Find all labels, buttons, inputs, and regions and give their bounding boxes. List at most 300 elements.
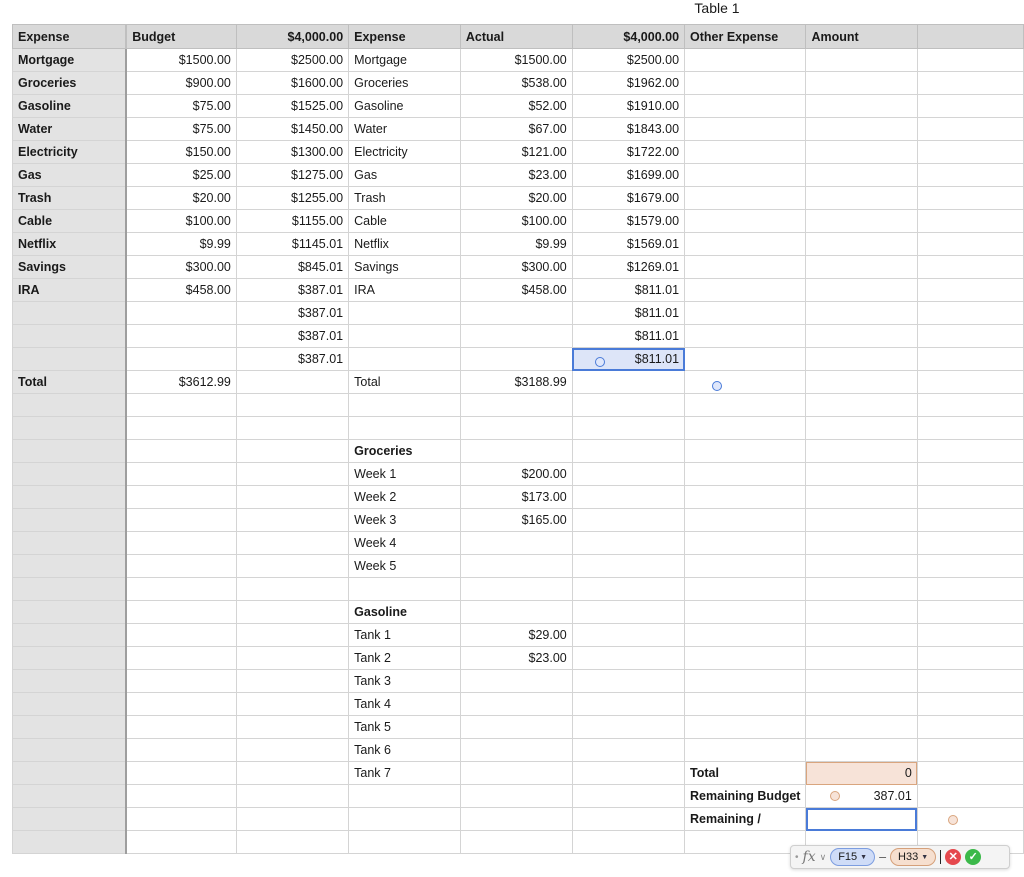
table-cell[interactable] <box>917 233 1023 256</box>
table-cell[interactable]: Tank 3 <box>349 670 461 693</box>
table-cell[interactable]: $3188.99 <box>460 371 572 394</box>
table-cell[interactable] <box>572 624 684 647</box>
table-cell[interactable] <box>685 233 806 256</box>
table-cell[interactable] <box>806 486 917 509</box>
table-cell[interactable]: $121.00 <box>460 141 572 164</box>
table-cell[interactable] <box>572 785 684 808</box>
table-cell[interactable]: $29.00 <box>460 624 572 647</box>
table-cell[interactable]: $300.00 <box>460 256 572 279</box>
table-cell[interactable] <box>806 187 917 210</box>
table-cell[interactable] <box>806 141 917 164</box>
table-cell[interactable]: $1600.00 <box>236 72 348 95</box>
column-header[interactable]: Expense <box>349 25 461 49</box>
table-cell[interactable] <box>917 49 1023 72</box>
table-cell[interactable]: $9.99 <box>460 233 572 256</box>
table-cell[interactable]: Remaining Budget <box>685 785 806 808</box>
table-cell[interactable] <box>236 486 348 509</box>
table-cell[interactable] <box>917 440 1023 463</box>
table-cell[interactable] <box>685 739 806 762</box>
table-cell[interactable] <box>126 486 236 509</box>
table-cell[interactable]: $900.00 <box>126 72 236 95</box>
table-cell[interactable] <box>806 164 917 187</box>
table-cell[interactable]: $387.01 <box>236 302 348 325</box>
column-header[interactable]: Other Expense <box>685 25 806 49</box>
table-cell[interactable] <box>460 348 572 371</box>
table-cell[interactable] <box>806 463 917 486</box>
table-cell[interactable]: Gasoline <box>349 95 461 118</box>
table-cell[interactable] <box>806 72 917 95</box>
table-cell[interactable] <box>572 509 684 532</box>
table-cell[interactable]: $1269.01 <box>572 256 684 279</box>
table-cell[interactable] <box>806 739 917 762</box>
table-cell[interactable] <box>917 601 1023 624</box>
table-cell[interactable] <box>13 417 127 440</box>
reference-handle-top[interactable] <box>830 791 840 801</box>
table-cell[interactable] <box>806 532 917 555</box>
table-cell[interactable]: Trash <box>13 187 127 210</box>
table-cell[interactable]: $1500.00 <box>460 49 572 72</box>
table-cell[interactable]: Total <box>13 371 127 394</box>
table-cell[interactable] <box>13 716 127 739</box>
table-cell[interactable]: $1962.00 <box>572 72 684 95</box>
table-cell[interactable] <box>685 417 806 440</box>
table-cell[interactable] <box>460 302 572 325</box>
column-header[interactable]: Actual <box>460 25 572 49</box>
table-cell[interactable] <box>460 762 572 785</box>
table-cell[interactable] <box>349 325 461 348</box>
table-cell[interactable] <box>685 509 806 532</box>
table-cell[interactable]: $20.00 <box>460 187 572 210</box>
table-cell[interactable]: IRA <box>13 279 127 302</box>
table-cell[interactable] <box>13 762 127 785</box>
table-cell[interactable] <box>460 532 572 555</box>
table-cell[interactable] <box>572 716 684 739</box>
chevron-down-icon[interactable]: ▼ <box>860 853 868 861</box>
table-cell[interactable] <box>917 72 1023 95</box>
table-cell[interactable] <box>236 463 348 486</box>
table-cell[interactable] <box>806 601 917 624</box>
table-cell[interactable]: $25.00 <box>126 164 236 187</box>
table-cell[interactable] <box>236 394 348 417</box>
table-cell[interactable] <box>126 578 236 601</box>
table-cell[interactable]: $1255.00 <box>236 187 348 210</box>
table-cell[interactable]: $387.01 <box>236 348 348 371</box>
table-cell[interactable]: Gas <box>13 164 127 187</box>
table-cell[interactable] <box>685 532 806 555</box>
table-cell[interactable] <box>13 532 127 555</box>
table-cell[interactable] <box>685 624 806 647</box>
table-cell[interactable] <box>236 739 348 762</box>
table-cell[interactable] <box>126 693 236 716</box>
table-cell[interactable] <box>349 417 461 440</box>
table-cell[interactable]: $1569.01 <box>572 233 684 256</box>
table-cell[interactable] <box>917 118 1023 141</box>
table-cell[interactable]: Trash <box>349 187 461 210</box>
table-cell[interactable] <box>572 647 684 670</box>
table-cell[interactable]: $150.00 <box>126 141 236 164</box>
table-cell[interactable] <box>806 49 917 72</box>
table-cell[interactable] <box>13 578 127 601</box>
table-cell[interactable] <box>572 831 684 854</box>
table-cell[interactable]: Electricity <box>349 141 461 164</box>
table-cell[interactable] <box>806 578 917 601</box>
accept-formula-button[interactable]: ✓ <box>965 849 981 865</box>
table-cell[interactable] <box>917 785 1023 808</box>
table-cell[interactable] <box>126 831 236 854</box>
table-cell[interactable] <box>13 463 127 486</box>
table-cell[interactable] <box>685 256 806 279</box>
table-cell[interactable]: Water <box>13 118 127 141</box>
table-cell[interactable] <box>917 256 1023 279</box>
selection-handle-bottom[interactable] <box>712 381 722 391</box>
table-cell[interactable] <box>126 440 236 463</box>
table-cell[interactable]: Groceries <box>349 72 461 95</box>
table-cell[interactable]: $1843.00 <box>572 118 684 141</box>
table-cell[interactable] <box>685 118 806 141</box>
table-cell[interactable] <box>685 486 806 509</box>
table-cell[interactable]: Water <box>349 118 461 141</box>
table-cell[interactable] <box>236 417 348 440</box>
table-cell[interactable]: $20.00 <box>126 187 236 210</box>
table-cell[interactable]: $458.00 <box>126 279 236 302</box>
table-cell[interactable] <box>460 555 572 578</box>
table-cell[interactable] <box>126 762 236 785</box>
table-cell[interactable] <box>236 509 348 532</box>
table-cell[interactable]: $173.00 <box>460 486 572 509</box>
column-header[interactable]: $4,000.00 <box>236 25 348 49</box>
table-cell[interactable] <box>572 578 684 601</box>
formula-editor[interactable] <box>790 845 1010 869</box>
table-cell[interactable] <box>917 739 1023 762</box>
table-cell[interactable] <box>460 601 572 624</box>
table-cell[interactable]: $538.00 <box>460 72 572 95</box>
table-cell[interactable] <box>236 371 348 394</box>
table-cell[interactable] <box>917 463 1023 486</box>
table-cell[interactable] <box>917 187 1023 210</box>
table-cell[interactable] <box>236 716 348 739</box>
table-cell[interactable] <box>126 463 236 486</box>
table-cell[interactable] <box>806 417 917 440</box>
table-cell[interactable] <box>236 578 348 601</box>
table-cell[interactable] <box>806 555 917 578</box>
table-cell[interactable] <box>349 785 461 808</box>
table-cell[interactable]: $811.01 <box>572 348 684 371</box>
table-cell[interactable] <box>917 555 1023 578</box>
table-cell[interactable]: Tank 1 <box>349 624 461 647</box>
column-header[interactable] <box>917 25 1023 49</box>
table-cell[interactable] <box>572 371 684 394</box>
table-cell[interactable] <box>349 348 461 371</box>
table-cell[interactable]: Week 3 <box>349 509 461 532</box>
table-cell[interactable] <box>349 831 461 854</box>
table-cell[interactable] <box>126 670 236 693</box>
table-cell[interactable] <box>13 808 127 831</box>
table-cell[interactable] <box>685 302 806 325</box>
table-cell[interactable] <box>13 348 127 371</box>
table-cell[interactable]: Total <box>685 762 806 785</box>
table-cell[interactable]: $1699.00 <box>572 164 684 187</box>
column-header[interactable]: $4,000.00 <box>572 25 684 49</box>
table-cell[interactable] <box>126 394 236 417</box>
table-cell[interactable] <box>806 256 917 279</box>
table-cell[interactable] <box>806 233 917 256</box>
table-cell[interactable] <box>806 348 917 371</box>
table-cell[interactable] <box>685 49 806 72</box>
table-cell[interactable]: $1910.00 <box>572 95 684 118</box>
table-cell[interactable] <box>806 279 917 302</box>
table-cell[interactable]: $165.00 <box>460 509 572 532</box>
table-cell[interactable]: $458.00 <box>460 279 572 302</box>
table-cell[interactable] <box>13 624 127 647</box>
table-cell[interactable] <box>13 394 127 417</box>
table-cell[interactable] <box>917 509 1023 532</box>
table-cell[interactable] <box>13 785 127 808</box>
table-cell[interactable] <box>126 348 236 371</box>
table-cell[interactable] <box>236 555 348 578</box>
table-cell[interactable] <box>572 394 684 417</box>
table-cell[interactable] <box>917 716 1023 739</box>
chevron-down-icon[interactable]: ▼ <box>921 853 929 861</box>
table-cell[interactable] <box>236 762 348 785</box>
table-cell[interactable] <box>806 118 917 141</box>
table-cell[interactable]: Tank 5 <box>349 716 461 739</box>
table-cell[interactable]: $1500.00 <box>126 49 236 72</box>
table-cell[interactable] <box>13 440 127 463</box>
table-cell[interactable]: Netflix <box>349 233 461 256</box>
table-cell[interactable] <box>572 440 684 463</box>
table-cell[interactable] <box>806 647 917 670</box>
table-cell[interactable]: Electricity <box>13 141 127 164</box>
table-cell[interactable]: Mortgage <box>13 49 127 72</box>
table-cell[interactable] <box>460 716 572 739</box>
table-cell[interactable] <box>349 808 461 831</box>
table-cell[interactable] <box>685 394 806 417</box>
table-cell[interactable] <box>806 210 917 233</box>
table-cell[interactable] <box>13 486 127 509</box>
table-cell[interactable] <box>917 808 1023 831</box>
table-cell[interactable] <box>13 831 127 854</box>
table-cell[interactable]: Week 1 <box>349 463 461 486</box>
table-cell[interactable] <box>460 785 572 808</box>
table-cell[interactable] <box>917 578 1023 601</box>
table-cell[interactable] <box>806 302 917 325</box>
table-cell[interactable]: $1722.00 <box>572 141 684 164</box>
table-cell[interactable]: IRA <box>349 279 461 302</box>
table-cell[interactable] <box>917 95 1023 118</box>
table-cell[interactable] <box>917 693 1023 716</box>
table-cell[interactable]: $100.00 <box>126 210 236 233</box>
table-cell[interactable]: 0 <box>806 762 917 785</box>
table-cell[interactable] <box>460 670 572 693</box>
table-cell[interactable] <box>685 440 806 463</box>
table-cell[interactable]: $200.00 <box>460 463 572 486</box>
table-cell[interactable] <box>917 670 1023 693</box>
table-cell[interactable] <box>13 693 127 716</box>
table-cell[interactable] <box>126 624 236 647</box>
table-cell[interactable] <box>126 808 236 831</box>
table-cell[interactable] <box>460 739 572 762</box>
table-cell[interactable] <box>236 808 348 831</box>
table-cell[interactable] <box>806 808 917 831</box>
table-cell[interactable] <box>685 693 806 716</box>
table-cell[interactable]: Cable <box>13 210 127 233</box>
table-cell[interactable] <box>685 831 806 854</box>
column-header[interactable]: Budget <box>126 25 236 49</box>
table-cell[interactable] <box>236 693 348 716</box>
table-cell[interactable] <box>917 164 1023 187</box>
table-cell[interactable] <box>572 762 684 785</box>
table-cell[interactable]: Remaining / <box>685 808 806 831</box>
table-cell[interactable]: $9.99 <box>126 233 236 256</box>
table-cell[interactable] <box>685 601 806 624</box>
table-cell[interactable] <box>806 624 917 647</box>
table-cell[interactable] <box>126 601 236 624</box>
table-cell[interactable]: $811.01 <box>572 325 684 348</box>
table-cell[interactable] <box>685 72 806 95</box>
table-cell[interactable] <box>349 394 461 417</box>
table-cell[interactable]: $2500.00 <box>572 49 684 72</box>
table-cell[interactable] <box>572 808 684 831</box>
table-cell[interactable] <box>572 693 684 716</box>
table-cell[interactable] <box>685 187 806 210</box>
table-cell[interactable] <box>572 670 684 693</box>
table-cell[interactable]: Gasoline <box>13 95 127 118</box>
table-cell[interactable]: $387.01 <box>236 325 348 348</box>
table-cell[interactable] <box>13 509 127 532</box>
table-cell[interactable] <box>806 509 917 532</box>
table-cell[interactable] <box>460 417 572 440</box>
table-cell[interactable] <box>806 371 917 394</box>
table-cell[interactable] <box>685 463 806 486</box>
table-cell[interactable] <box>349 578 461 601</box>
table-cell[interactable] <box>917 762 1023 785</box>
table-cell[interactable]: Gasoline <box>349 601 461 624</box>
table-cell[interactable]: Gas <box>349 164 461 187</box>
table-cell[interactable] <box>685 716 806 739</box>
table-cell[interactable]: $2500.00 <box>236 49 348 72</box>
table-cell[interactable]: Week 5 <box>349 555 461 578</box>
table-cell[interactable] <box>806 693 917 716</box>
table-cell[interactable] <box>917 532 1023 555</box>
table-cell[interactable]: $23.00 <box>460 164 572 187</box>
table-cell[interactable]: Week 2 <box>349 486 461 509</box>
table-cell[interactable] <box>685 647 806 670</box>
table-cell[interactable]: 387.01 <box>806 785 917 808</box>
table-cell[interactable]: $23.00 <box>460 647 572 670</box>
table-cell[interactable] <box>685 141 806 164</box>
table-cell[interactable] <box>685 325 806 348</box>
table-cell[interactable] <box>806 394 917 417</box>
table-cell[interactable]: $300.00 <box>126 256 236 279</box>
formula-ref-token-a[interactable] <box>830 848 875 866</box>
table-cell[interactable] <box>917 210 1023 233</box>
table-cell[interactable] <box>236 440 348 463</box>
table-cell[interactable] <box>685 95 806 118</box>
table-cell[interactable] <box>685 164 806 187</box>
table-cell[interactable]: Tank 4 <box>349 693 461 716</box>
table-cell[interactable] <box>917 394 1023 417</box>
table-cell[interactable] <box>572 486 684 509</box>
table-cell[interactable] <box>126 739 236 762</box>
table-cell[interactable] <box>917 371 1023 394</box>
table-cell[interactable] <box>917 279 1023 302</box>
table-cell[interactable] <box>460 693 572 716</box>
table-cell[interactable] <box>126 417 236 440</box>
table-cell[interactable] <box>460 325 572 348</box>
table-cell[interactable] <box>806 440 917 463</box>
table-cell[interactable]: $1145.01 <box>236 233 348 256</box>
table-cell[interactable] <box>685 578 806 601</box>
table-cell[interactable] <box>13 601 127 624</box>
table-cell[interactable]: Netflix <box>13 233 127 256</box>
table-cell[interactable] <box>126 325 236 348</box>
table-cell[interactable]: Tank 2 <box>349 647 461 670</box>
table-cell[interactable] <box>349 302 461 325</box>
table-cell[interactable]: Groceries <box>349 440 461 463</box>
table-cell[interactable]: $100.00 <box>460 210 572 233</box>
table-cell[interactable] <box>236 831 348 854</box>
table-cell[interactable] <box>917 486 1023 509</box>
table-cell[interactable] <box>236 647 348 670</box>
table-cell[interactable] <box>126 555 236 578</box>
table-cell[interactable]: $75.00 <box>126 118 236 141</box>
table-cell[interactable] <box>126 532 236 555</box>
table-cell[interactable]: Total <box>349 371 461 394</box>
table-cell[interactable] <box>572 555 684 578</box>
table-cell[interactable] <box>13 325 127 348</box>
table-cell[interactable] <box>917 624 1023 647</box>
selection-handle-top[interactable] <box>595 357 605 367</box>
table-cell[interactable]: $75.00 <box>126 95 236 118</box>
table-cell[interactable] <box>572 739 684 762</box>
table-cell[interactable] <box>236 624 348 647</box>
table-cell[interactable]: Tank 7 <box>349 762 461 785</box>
table-cell[interactable] <box>806 325 917 348</box>
table-cell[interactable] <box>126 302 236 325</box>
table-cell[interactable] <box>460 440 572 463</box>
table-cell[interactable]: Tank 6 <box>349 739 461 762</box>
table-cell[interactable]: $387.01 <box>236 279 348 302</box>
table-cell[interactable] <box>236 785 348 808</box>
table-cell[interactable]: $811.01 <box>572 302 684 325</box>
reference-handle-bottom[interactable] <box>948 815 958 825</box>
table-cell[interactable] <box>572 463 684 486</box>
table-cell[interactable]: Cable <box>349 210 461 233</box>
table-cell[interactable] <box>126 716 236 739</box>
table-cell[interactable] <box>917 647 1023 670</box>
table-cell[interactable] <box>236 532 348 555</box>
table-cell[interactable]: $1450.00 <box>236 118 348 141</box>
column-header[interactable]: Expense <box>13 25 127 49</box>
table-cell[interactable] <box>917 417 1023 440</box>
table-cell[interactable] <box>13 302 127 325</box>
table-cell[interactable] <box>236 601 348 624</box>
table-cell[interactable] <box>685 279 806 302</box>
table-cell[interactable] <box>460 394 572 417</box>
table-cell[interactable]: Mortgage <box>349 49 461 72</box>
table-cell[interactable] <box>685 555 806 578</box>
table-cell[interactable]: $1679.00 <box>572 187 684 210</box>
column-header[interactable]: Amount <box>806 25 917 49</box>
table-cell[interactable]: $67.00 <box>460 118 572 141</box>
table-cell[interactable] <box>685 210 806 233</box>
table-cell[interactable]: Week 4 <box>349 532 461 555</box>
cancel-formula-button[interactable]: ✕ <box>945 849 961 865</box>
table-cell[interactable] <box>13 739 127 762</box>
table-cell[interactable] <box>126 647 236 670</box>
table-cell[interactable]: $52.00 <box>460 95 572 118</box>
table-cell[interactable]: $1155.00 <box>236 210 348 233</box>
